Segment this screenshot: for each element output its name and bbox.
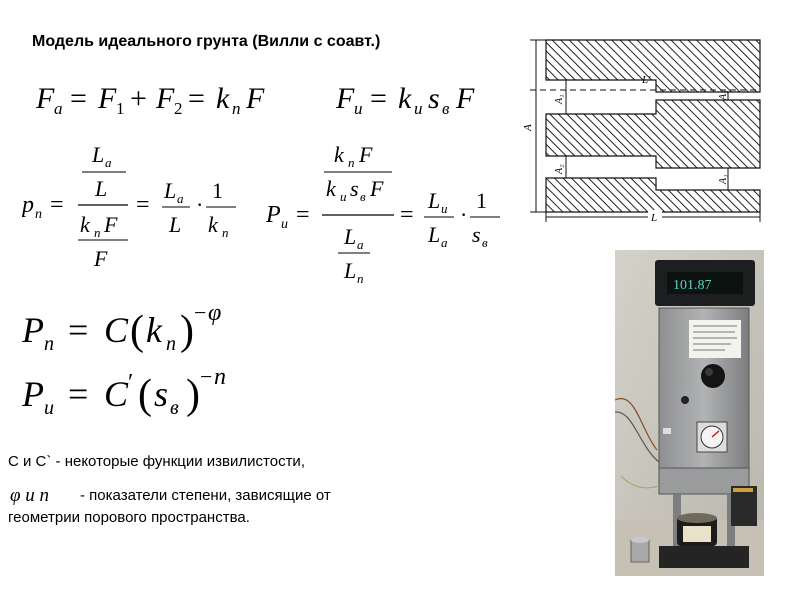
svg-text:F: F (156, 82, 175, 115)
small-knob (681, 396, 689, 404)
svg-text:n: n (357, 271, 364, 286)
svg-text:F: F (456, 82, 475, 115)
instrument-photo (615, 250, 764, 576)
svg-text:F: F (94, 246, 108, 271)
svg-text:n: n (166, 333, 176, 355)
svg-text:n: n (222, 225, 229, 240)
svg-text:и: и (441, 201, 448, 216)
svg-text:(: ( (130, 308, 144, 354)
svg-text:−: − (194, 300, 207, 325)
formula-fi (336, 74, 506, 118)
formula-pn (22, 140, 262, 280)
dim-label-a: A (522, 124, 534, 131)
svg-text:=: = (70, 82, 87, 115)
svg-text:=: = (68, 310, 89, 350)
svg-text:L: L (95, 176, 108, 201)
svg-text:′: ′ (128, 370, 134, 396)
svg-text:L: L (428, 188, 441, 213)
dim-label-a1-left: A₁ (554, 94, 565, 104)
pore-channel-diagram (522, 36, 766, 222)
svg-text:F: F (104, 212, 118, 237)
svg-text:2: 2 (174, 99, 183, 118)
svg-text:1: 1 (116, 99, 125, 118)
svg-text:a: a (105, 155, 112, 170)
svg-text:s: s (154, 374, 169, 414)
svg-text:k: k (398, 82, 412, 115)
svg-text:C: C (104, 374, 129, 414)
svg-text:s: s (472, 222, 481, 247)
caption-symbols: φ и n (10, 485, 50, 506)
svg-text:−: − (200, 364, 213, 389)
svg-text:C: C (104, 310, 129, 350)
svg-text:·: · (460, 202, 468, 227)
svg-text:n: n (44, 333, 54, 355)
svg-text:=: = (68, 374, 89, 414)
svg-text:F: F (36, 82, 55, 115)
svg-text:в: в (360, 189, 366, 204)
svg-text:a: a (441, 235, 448, 250)
svg-text:F: F (246, 82, 265, 115)
svg-text:n: n (35, 207, 42, 222)
svg-text:и: и (354, 99, 363, 118)
svg-text:в: в (170, 397, 179, 419)
svg-text:1: 1 (476, 188, 487, 213)
svg-text:(: ( (138, 372, 152, 418)
svg-text:и: и (281, 217, 288, 232)
control-knob (701, 364, 725, 388)
svg-text:F: F (359, 142, 373, 167)
caption-line-1: С и С` - некоторые функции извилистости, (8, 453, 305, 470)
formula-pi (266, 140, 506, 290)
slide-title: Модель идеального грунта (Вилли с соавт.) (32, 33, 381, 50)
dim-label-a2-right: A₂ (718, 90, 729, 100)
instrument-base (659, 546, 749, 568)
svg-text:k: k (80, 212, 90, 237)
svg-text:p: p (22, 192, 34, 218)
svg-text:=: = (136, 192, 150, 218)
svg-text:F: F (98, 82, 117, 115)
svg-text:P: P (22, 310, 44, 350)
svg-text:L: L (169, 212, 182, 237)
svg-text:=: = (296, 202, 310, 228)
svg-text:и: и (414, 99, 423, 118)
dim-label-a1-right: A₁ (718, 174, 729, 184)
svg-text:P: P (22, 374, 44, 414)
caption-line-2: - показатели степени, зависящие от (80, 487, 331, 504)
svg-text:·: · (196, 192, 204, 217)
svg-text:k: k (334, 142, 344, 167)
svg-text:1: 1 (212, 178, 223, 203)
svg-text:k: k (146, 310, 162, 350)
svg-text:=: = (50, 192, 64, 218)
dim-label-a2-left: A₂ (554, 164, 565, 174)
svg-text:s: s (350, 176, 359, 201)
svg-text:=: = (370, 82, 387, 115)
svg-text:k: k (208, 212, 218, 237)
svg-text:в: в (482, 235, 488, 250)
formula-fa (36, 74, 306, 118)
digital-display-value: 101.87 (673, 278, 712, 293)
svg-text:a: a (54, 99, 63, 118)
svg-text:s: s (428, 82, 440, 115)
svg-text:k: k (326, 176, 336, 201)
svg-text:k: k (216, 82, 230, 115)
svg-text:φ: φ (208, 300, 222, 326)
svg-text:n: n (94, 225, 101, 240)
svg-text:): ) (180, 308, 194, 354)
svg-text:n: n (232, 99, 241, 118)
svg-text:L: L (92, 142, 105, 167)
formula-pn-power (22, 296, 252, 362)
caption-line-3: геометрии порового пространства. (8, 509, 250, 526)
dim-label-l: L (651, 212, 658, 222)
calibration-weight (631, 540, 649, 562)
svg-text:L: L (164, 178, 177, 203)
svg-text:L: L (428, 222, 441, 247)
svg-text:n: n (348, 155, 355, 170)
svg-text:и: и (340, 189, 347, 204)
svg-text:в: в (442, 99, 450, 118)
svg-text:и: и (44, 397, 54, 419)
formula-pi-power (22, 360, 262, 426)
svg-text:F: F (370, 176, 384, 201)
svg-text:a: a (357, 237, 364, 252)
svg-text:): ) (186, 372, 200, 418)
svg-text:F: F (336, 82, 355, 115)
svg-text:+: + (130, 82, 147, 115)
svg-text:L: L (344, 258, 357, 283)
svg-text:n: n (214, 364, 226, 390)
svg-text:=: = (400, 202, 414, 228)
svg-text:L: L (344, 224, 357, 249)
svg-text:=: = (188, 82, 205, 115)
svg-text:P: P (266, 202, 281, 228)
svg-text:a: a (177, 191, 184, 206)
dim-label-l-prime: L′ (642, 74, 651, 86)
